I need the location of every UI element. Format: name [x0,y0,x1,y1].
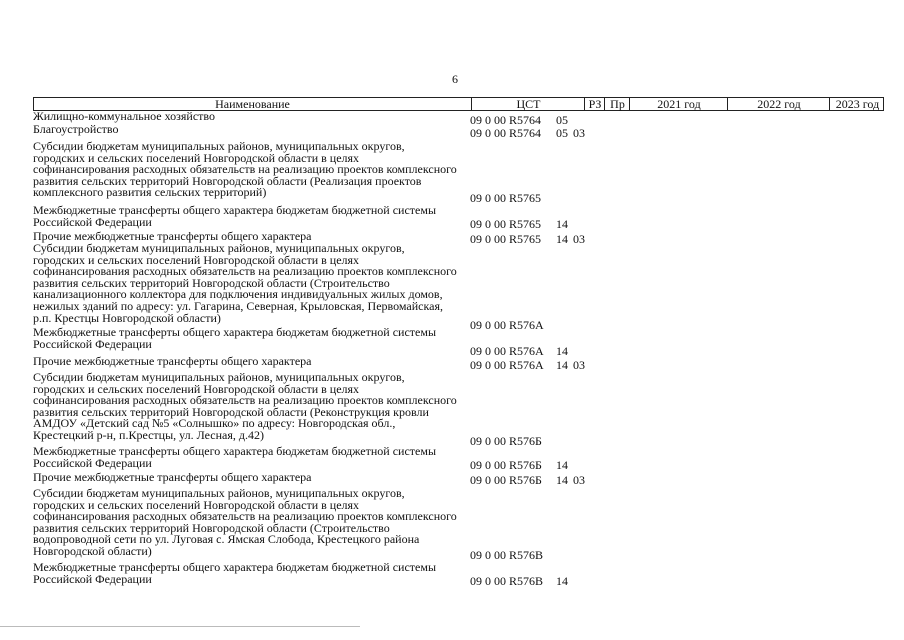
row-rz: 14 [556,232,568,246]
row-cst: 09 0 00 R5765 [470,217,542,231]
row-name: Благоустройство [33,122,119,136]
header-2022: 2022 год [727,98,830,110]
row-name: Прочие межбюджетные трансферты общего характера [33,229,312,243]
page-number: 6 [452,72,458,86]
header-rz: РЗ [584,98,605,110]
row-pr: 03 [573,126,585,140]
row-name: Прочие межбюджетные трансферты общего характера [33,470,312,484]
row-rz: 14 [556,458,568,472]
row-name: Межбюджетные трансферты общего характера бюджетам бюджетной системы Российской Федерации [33,203,437,229]
row-cst: 09 0 00 R576A [470,344,544,358]
row-pr: 03 [573,232,585,246]
header-2021: 2021 год [629,98,728,110]
row-name: Субсидии бюджетам муниципальных районов, муниципальных округов, городских и сельских поселений Новгородской области в целях софинансирования расходных обязательств на реализацию проектов комплексного развития сельских территорий Новгородской области (Реализация проектов комплексного развития сельских территорий) [33,139,457,200]
row-cst: 09 0 00 R5765 [470,191,542,205]
row-cst: 09 0 00 R5765 [470,232,542,246]
row-name: Субсидии бюджетам муниципальных районов, муниципальных округов, городских и сельских поселений Новгородской области в целях софинансирования расходных обязательств на реализацию проектов комплексного развития сельских территорий Новгородской области (Строительство канализационного коллектора для подключения индивидуальных жилых домов, нежилых зданий по адресу: ул. Гагарина, Северная, Крыловская, Первомайская, р.п. Крестцы Новгородской области) [33,241,457,325]
row-name: Межбюджетные трансферты общего характера бюджетам бюджетной системы Российской Федерации [33,325,437,351]
row-rz: 14 [556,217,568,231]
row-pr: 03 [573,473,585,487]
row-cst: 09 0 00 R576Б [470,458,542,472]
row-rz: 14 [556,344,568,358]
row-rz: 05 [556,126,568,140]
row-name: Жилищно-коммунальное хозяйство [33,109,216,123]
row-cst: 09 0 00 R576A [470,358,544,372]
header-2023: 2023 год [829,98,885,110]
header-name: Наименование [215,97,290,111]
row-cst: 09 0 00 R5764 [470,126,542,140]
header-pr: Пр [604,98,630,110]
row-rz: 05 [556,113,568,127]
row-name: Прочие межбюджетные трансферты общего характера [33,354,312,368]
row-pr: 03 [573,358,585,372]
row-rz: 14 [556,358,568,372]
row-cst: 09 0 00 R576A [470,318,544,332]
row-cst: 09 0 00 R576Б [470,473,542,487]
row-name: Межбюджетные трансферты общего характера бюджетам бюджетной системы Российской Федерации [33,444,437,470]
row-cst: 09 0 00 R5764 [470,113,542,127]
scan-edge-line [0,626,360,627]
row-cst: 09 0 00 R576В [470,574,544,588]
row-rz: 14 [556,574,568,588]
row-rz: 14 [556,473,568,487]
row-name: Субсидии бюджетам муниципальных районов, муниципальных округов, городских и сельских поселений Новгородской области в целях софинансирования расходных обязательств на реализацию проектов комплексного развития сельских территорий Новгородской области (Реконструкция кровли АМДОУ «Детский сад №5 «Солнышко» по адресу: Новгородская обл., Крестецкий р-н, п.Крестцы, ул. Лесная, д.42) [33,370,457,442]
row-cst: 09 0 00 R576В [470,548,544,562]
row-name: Межбюджетные трансферты общего характера бюджетам бюджетной системы Российской Федерации [33,560,437,586]
header-cst: ЦСТ [471,98,585,110]
row-name: Субсидии бюджетам муниципальных районов, муниципальных округов, городских и сельских поселений Новгородской области в целях софинансирования расходных обязательств на реализацию проектов комплексного развития сельских территорий Новгородской области (Строительство водопроводной сети по ул. Луговая с. Ямская Слобода, Крестецкого района Новгородской области) [33,486,457,558]
row-cst: 09 0 00 R576Б [470,434,542,448]
